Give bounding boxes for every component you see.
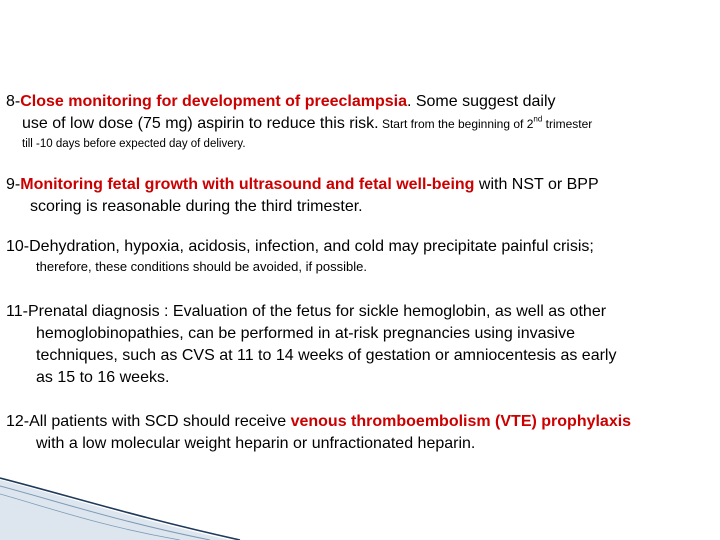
item-8-highlight: Close monitoring for development of preeclampsia	[20, 93, 407, 110]
item-9-line-1	[6, 174, 714, 196]
item-8-line-2	[6, 113, 714, 135]
item-11-line-4: as 15 to 16 weeks.	[36, 369, 170, 386]
swoosh-fill	[0, 480, 230, 540]
item-8-rest: . Some suggest daily	[406, 93, 556, 110]
item-12-line-2: with a low molecular weight heparin or unfractionated heparin.	[36, 435, 476, 452]
item-8-line-1	[6, 91, 714, 113]
item-9-rest: with NST or BPP	[474, 176, 599, 193]
item-8-prefix: 8-	[6, 93, 21, 110]
list-item-9	[6, 174, 714, 218]
item-9-highlight: Monitoring fetal growth with ultrasound and fetal well-being	[20, 176, 475, 193]
item-9-prefix: 9-	[6, 176, 21, 193]
item-11-line-1: 11-Prenatal diagnosis : Evaluation of the fetus for sickle hemoglobin, as well as other	[6, 303, 607, 320]
decorative-swoosh	[0, 440, 720, 540]
item-12-prefix: 12-All patients with SCD should receive	[6, 413, 291, 430]
item-8-line-3: till -10 days before expected day of delivery.	[22, 138, 246, 150]
item-12-line-1	[6, 411, 714, 433]
list-item-11	[6, 301, 714, 389]
item-10-line-1: 10-Dehydration, hypoxia, acidosis, infection, and cold may precipitate painful crisis;	[6, 238, 594, 255]
item-8-line-2-sup: nd	[533, 114, 543, 124]
list-item-8	[6, 91, 714, 153]
item-12-highlight: venous thromboembolism (VTE) prophylaxis	[290, 413, 632, 430]
item-11-line-2: hemoglobinopathies, can be performed in at-risk pregnancies using invasive	[36, 325, 575, 342]
item-8-line-2-small-b: trimester	[542, 117, 593, 131]
item-10-line-2: therefore, these conditions should be avoided, if possible.	[36, 259, 367, 274]
item-11-line-3: techniques, such as CVS at 11 to 14 weeks of gestation or amniocentesis as early	[36, 347, 617, 364]
list-item-10	[6, 236, 714, 276]
item-8-line-2-small-a: Start from the beginning of 2	[378, 117, 534, 131]
item-9-line-2: scoring is reasonable during the third trimester.	[30, 198, 363, 215]
item-8-line-2-main: use of low dose (75 mg) aspirin to reduce this risk.	[22, 115, 379, 132]
